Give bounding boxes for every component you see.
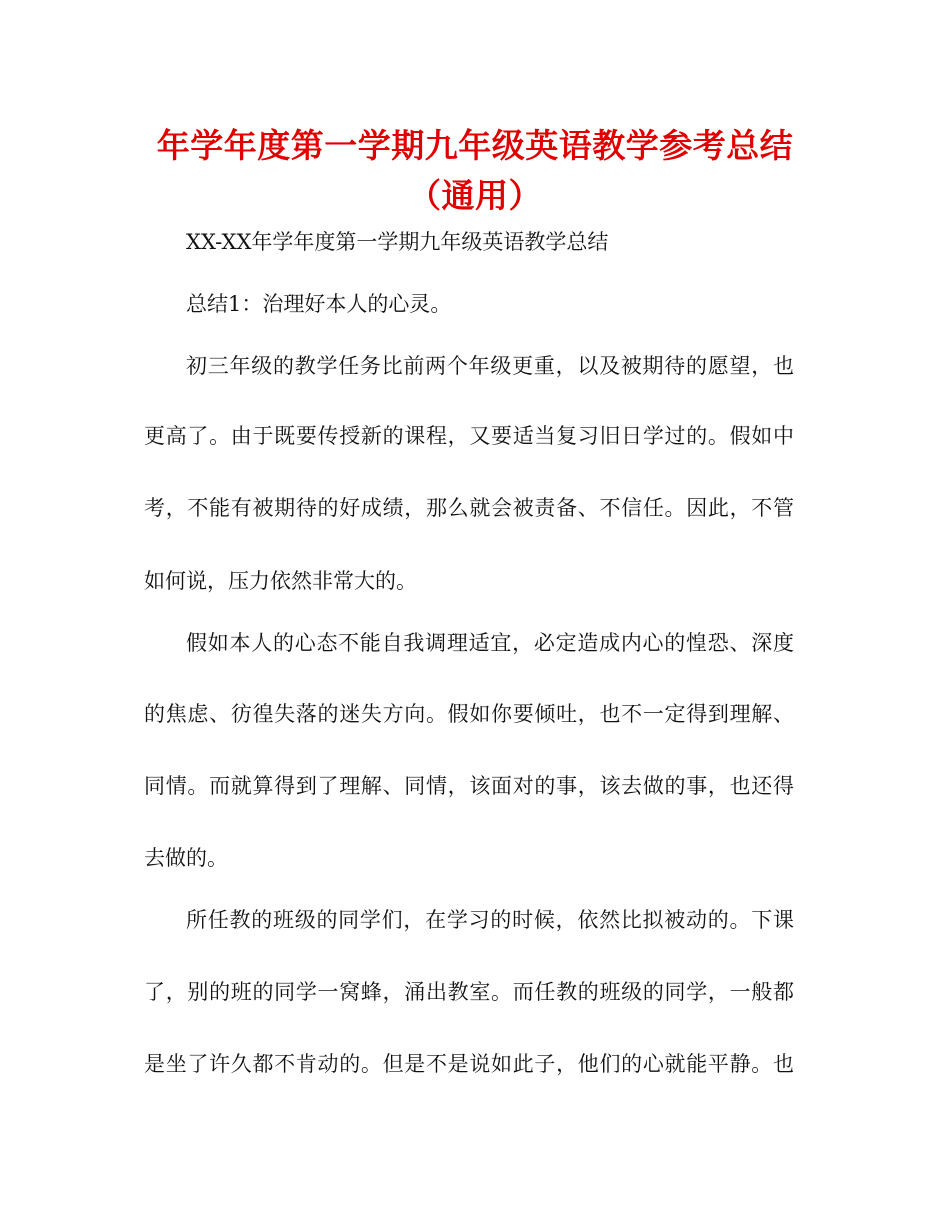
document-title: 年学年度第一学期九年级英语教学参考总结（通用） [156,126,794,215]
document-subtitle: XX-XX年学年度第一学期九年级英语教学总结 [186,230,609,254]
paragraph-line: 的焦虑、彷徨失落的迷失方向。假如你要倾吐，也不一定得到理解、 [144,702,794,726]
paragraph-line: 了，别的班的同学一窝蜂，涌出教室。而任教的班级的同学，一般都 [144,980,794,1004]
paragraph-line: 是坐了许久都不肯动的。但是不是说如此子，他们的心就能平静。也 [144,1052,794,1076]
paragraph-line: 考，不能有被期待的好成绩，那么就会被责备、不信任。因此，不管 [144,496,794,520]
section-heading: 总结1：治理好本人的心灵。 [186,292,452,316]
paragraph-line: 所任教的班级的同学们，在学习的时候，依然比拟被动的。下课 [186,908,794,932]
paragraph-line: 假如本人的心态不能自我调理适宜，必定造成内心的惶恐、深度 [186,631,794,655]
paragraph-line: 初三年级的教学任务比前两个年级更重，以及被期待的愿望，也 [186,354,794,378]
paragraph-line: 去做的。 [144,846,228,870]
paragraph-line: 同情。而就算得到了理解、同情，该面对的事，该去做的事，也还得 [144,774,794,798]
paragraph-line: 更高了。由于既要传授新的课程，又要适当复习旧日学过的。假如中 [144,424,794,448]
paragraph-line: 如何说，压力依然非常大的。 [144,569,417,593]
